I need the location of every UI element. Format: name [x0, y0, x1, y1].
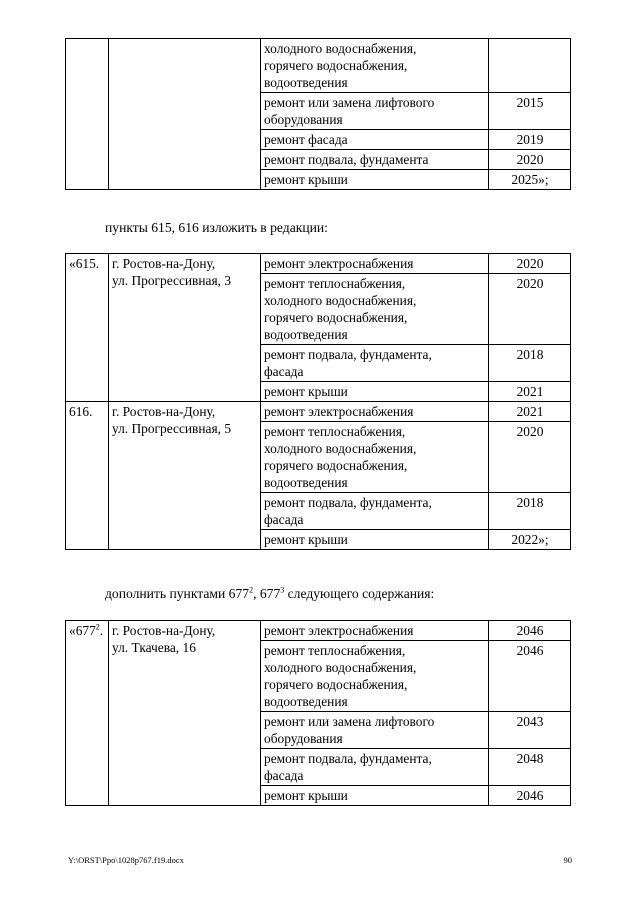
work-cell: ремонт крыши: [261, 786, 489, 806]
work-cell: ремонт фасада: [261, 130, 489, 150]
work-cell: холодного водоснабжения, горячего водоснабжения, водоотведения: [261, 39, 489, 93]
work-cell: ремонт подвала, фундамента, фасада: [261, 749, 489, 786]
work-cell: ремонт подвала, фундамента: [261, 150, 489, 170]
footer-page-number: 90: [563, 855, 572, 865]
year-cell: 2020: [489, 150, 571, 170]
work-cell: ремонт крыши: [261, 382, 489, 402]
work-cell: ремонт крыши: [261, 170, 489, 190]
year-cell: 2018: [489, 493, 571, 530]
number-cell: 616.: [66, 402, 109, 550]
footer-file-path: Y:\ORST\Ppo\1028p767.f19.docx: [68, 855, 184, 865]
address-cell: г. Ростов-на-Дону, ул. Ткачева, 16: [109, 621, 261, 806]
work-cell: ремонт подвала, фундамента, фасада: [261, 493, 489, 530]
year-cell: 2046: [489, 641, 571, 712]
superscript: 3: [280, 585, 285, 595]
year-cell: 2015: [489, 93, 571, 130]
number-text: «677: [69, 623, 96, 638]
number-cell: [66, 621, 109, 806]
paragraph-add-677: [105, 585, 434, 602]
address-cell: г. Ростов-на-Дону, ул. Прогрессивная, 3: [109, 254, 261, 402]
superscript: 2: [249, 585, 254, 595]
work-cell: ремонт или замена лифтового оборудования: [261, 93, 489, 130]
year-cell: 2021: [489, 382, 571, 402]
table-item-677-2: [65, 620, 571, 806]
year-cell: 2020: [489, 274, 571, 345]
year-cell: 2048: [489, 749, 571, 786]
table-row: [66, 402, 571, 422]
paragraph-text: следующего содержания:: [284, 586, 435, 601]
superscript: 2: [95, 622, 100, 632]
address-cell: г. Ростов-на-Дону, ул. Прогрессивная, 5: [109, 402, 261, 550]
work-cell: ремонт электроснабжения: [261, 254, 489, 274]
work-cell: ремонт теплоснабжения, холодного водоснабжения, горячего водоснабжения, водоотведения: [261, 422, 489, 493]
work-cell: ремонт теплоснабжения, холодного водоснабжения, горячего водоснабжения, водоотведения: [261, 641, 489, 712]
number-text: .: [99, 623, 104, 638]
paragraph-text: , 677: [253, 586, 281, 601]
paragraph-amend-615-616: пункты 615, 616 изложить в редакции:: [105, 220, 328, 235]
year-cell: 2018: [489, 345, 571, 382]
table-row: [66, 621, 571, 641]
year-cell: 2043: [489, 712, 571, 749]
number-cell: [66, 39, 109, 190]
year-cell: 2025»;: [489, 170, 571, 190]
work-cell: ремонт электроснабжения: [261, 621, 489, 641]
year-cell: 2046: [489, 786, 571, 806]
year-cell: 2021: [489, 402, 571, 422]
work-cell: ремонт электроснабжения: [261, 402, 489, 422]
year-cell: 2046: [489, 621, 571, 641]
number-cell: «615.: [66, 254, 109, 402]
year-cell: [489, 39, 571, 93]
year-cell: 2020: [489, 422, 571, 493]
year-cell: 2022»;: [489, 530, 571, 550]
table-row: [66, 39, 571, 93]
table-row: [66, 254, 571, 274]
paragraph-text: дополнить пунктами 677: [105, 586, 250, 601]
work-cell: ремонт подвала, фундамента, фасада: [261, 345, 489, 382]
work-cell: ремонт или замена лифтового оборудования: [261, 712, 489, 749]
year-cell: 2020: [489, 254, 571, 274]
year-cell: 2019: [489, 130, 571, 150]
table-continuation: [65, 38, 571, 190]
address-cell: [109, 39, 261, 190]
table-items-615-616: [65, 253, 571, 550]
work-cell: ремонт теплоснабжения, холодного водоснабжения, горячего водоснабжения, водоотведения: [261, 274, 489, 345]
work-cell: ремонт крыши: [261, 530, 489, 550]
